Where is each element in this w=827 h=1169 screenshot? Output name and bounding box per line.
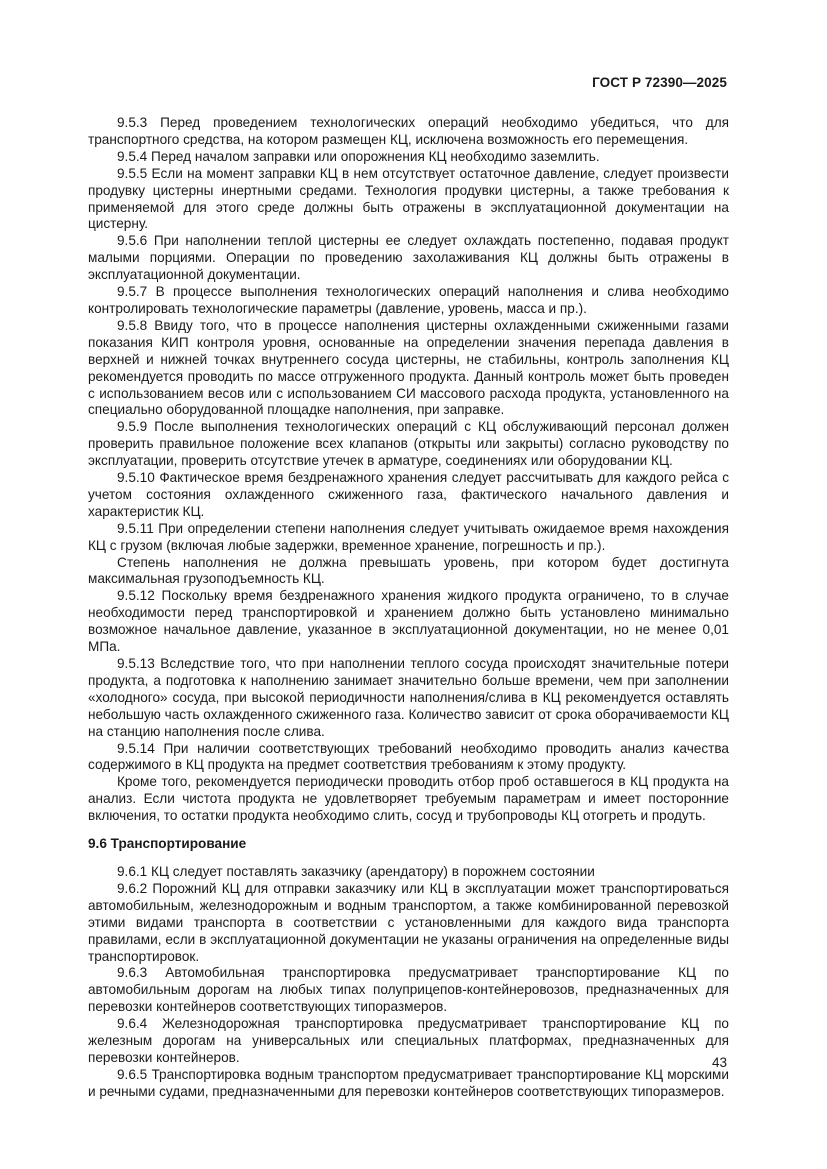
paragraph-9-5-6: 9.5.6 При наполнении теплой цистерны ее следует охлаждать постепенно, подавая продукт малыми порциями. Операции по проведению захолаживания КЦ должны быть отражены в эксплуатационной документации. [88,233,729,283]
paragraph-9-5-9: 9.5.9 После выполнения технологических операций с КЦ обслуживающий персонал должен проверить правильное положение всех клапанов (открыты или закрыты) согласно руководству по эксплуатации, проверить отсутствие утечек в арматуре, соединениях или оборудовании КЦ. [88,419,729,469]
page-number: 43 [711,1055,727,1070]
paragraph-9-5-11-continued: Степень наполнения не должна превышать уровень, при котором будет достигнута максимальная грузоподъемность КЦ. [88,554,729,587]
paragraph-9-5-8: 9.5.8 Ввиду того, что в процессе наполнения цистерны охлажденными сжиженными газами показания КИП контроля уровня, основанные на определении значения перепада давления в верхней и нижней точках внутреннего сосуда цистерны, не стабильны, контроль заполнения КЦ рекомендуется проводить по массе отгруженного продукта. Данный контроль может быть проведен с использованием весов или с использованием СИ массового расхода продукта, установленного на специально оборудованной площадке наполнения, при заправке. [88,317,729,418]
paragraph-9-6-2: 9.6.2 Порожний КЦ для отправки заказчику или КЦ в эксплуатации может транспортироваться автомобильным, железнодорожным и водным транспортом, а также комбинированной перевозкой этими видами транспорта в соответствии с установленными для каждого вида транспорта правилами, если в эксплуатационной документации не указаны ограничения на определенные виды транспортировок. [88,880,729,964]
paragraph-9-5-3: 9.5.3 Перед проведением технологических операций необходимо убедиться, что для транспортного средства, на котором размещен КЦ, исключена возможность его перемещения. [88,115,729,147]
paragraph-9-5-11: 9.5.11 При определении степени наполнения следует учитывать ожидаемое время нахождения КЦ с грузом (включая любые задержки, временное хранение, погрешность и пр.). [88,520,729,553]
paragraph-9-5-13: 9.5.13 Вследствие того, что при наполнении теплого сосуда происходят значительные потери продукта, а подготовка к наполнению занимает значительно больше времени, чем при заполнении «холодного» сосуда, при высокой периодичности наполнения/слива в КЦ рекомендуется оставлять небольшую часть охлажденного сжиженного газа. Количество зависит от срока оборачиваемости КЦ на станцию наполнения после слива. [88,656,729,739]
paragraph-9-5-10: 9.5.10 Фактическое время бездренажного хранения следует рассчитывать для каждого рейса с учетом состояния охлажденного сжиженного газа, фактического начального давления и характеристик КЦ. [88,470,729,519]
document-standard-id: ГОСТ Р 72390—2025 [592,75,727,90]
paragraph-9-5-14-continued: Кроме того, рекомендуется периодически проводить отбор проб оставшегося в КЦ продукта на анализ. Если чистота продукта не удовлетворяет требуемым параметрам и имеет посторонние включения, то остатки продукта необходимо слить, сосуд и трубопроводы КЦ отогреть и продуть. [88,774,729,824]
paragraph-9-5-14: 9.5.14 При наличии соответствующих требований необходимо проводить анализ качества содержимого в КЦ продукта на предмет соответствия требованиям к этому продукту. [88,740,729,773]
paragraph-9-5-7: 9.5.7 В процессе выполнения технологических операций наполнения и слива необходимо контролировать технологические параметры (давление, уровень, масса и пр.). [88,284,729,316]
paragraph-9-5-5: 9.5.5 Если на момент заправки КЦ в нем отсутствует остаточное давление, следует произвести продувку цистерны инертными средами. Технология продувки цистерны, а также требования к применяемой для этого среде должны быть отражены в эксплуатационной документации на цистерну. [88,165,729,232]
paragraph-9-6-3: 9.6.3 Автомобильная транспортировка предусматривает транспортирование КЦ по автомобильным дорогам на любых типах полуприцепов-контейнеровозов, предназначенных для перевозки контейнеров соответствующих типоразмеров. [88,965,729,1015]
paragraph-9-6-5: 9.6.5 Транспортировка водным транспортом предусматривает транспортирование КЦ морскими и речными судами, предназначенными для перевозки контейнеров соответствующих типоразмеров. [88,1066,729,1099]
paragraph-9-5-12: 9.5.12 Поскольку время бездренажного хранения жидкого продукта ограничено, то в случае необходимости перед транспортировкой и хранением должно быть установлено минимально возможное начальное давление, указанное в эксплуатационной документации, но не менее 0,01 МПа. [88,588,729,655]
paragraph-9-6-4: 9.6.4 Железнодорожная транспортировка предусматривает транспортирование КЦ по железным дорогам на универсальных или специальных платформах, предназначенных для перевозки контейнеров. [88,1016,729,1065]
section-heading-9-6: 9.6 Транспортирование [88,836,247,852]
paragraph-9-5-4: 9.5.4 Перед началом заправки или опорожнения КЦ необходимо заземлить. [117,148,600,164]
paragraph-9-6-1: 9.6.1 КЦ следует поставлять заказчику (арендатору) в порожнем состоянии [117,863,595,879]
document-body [88,115,729,1101]
